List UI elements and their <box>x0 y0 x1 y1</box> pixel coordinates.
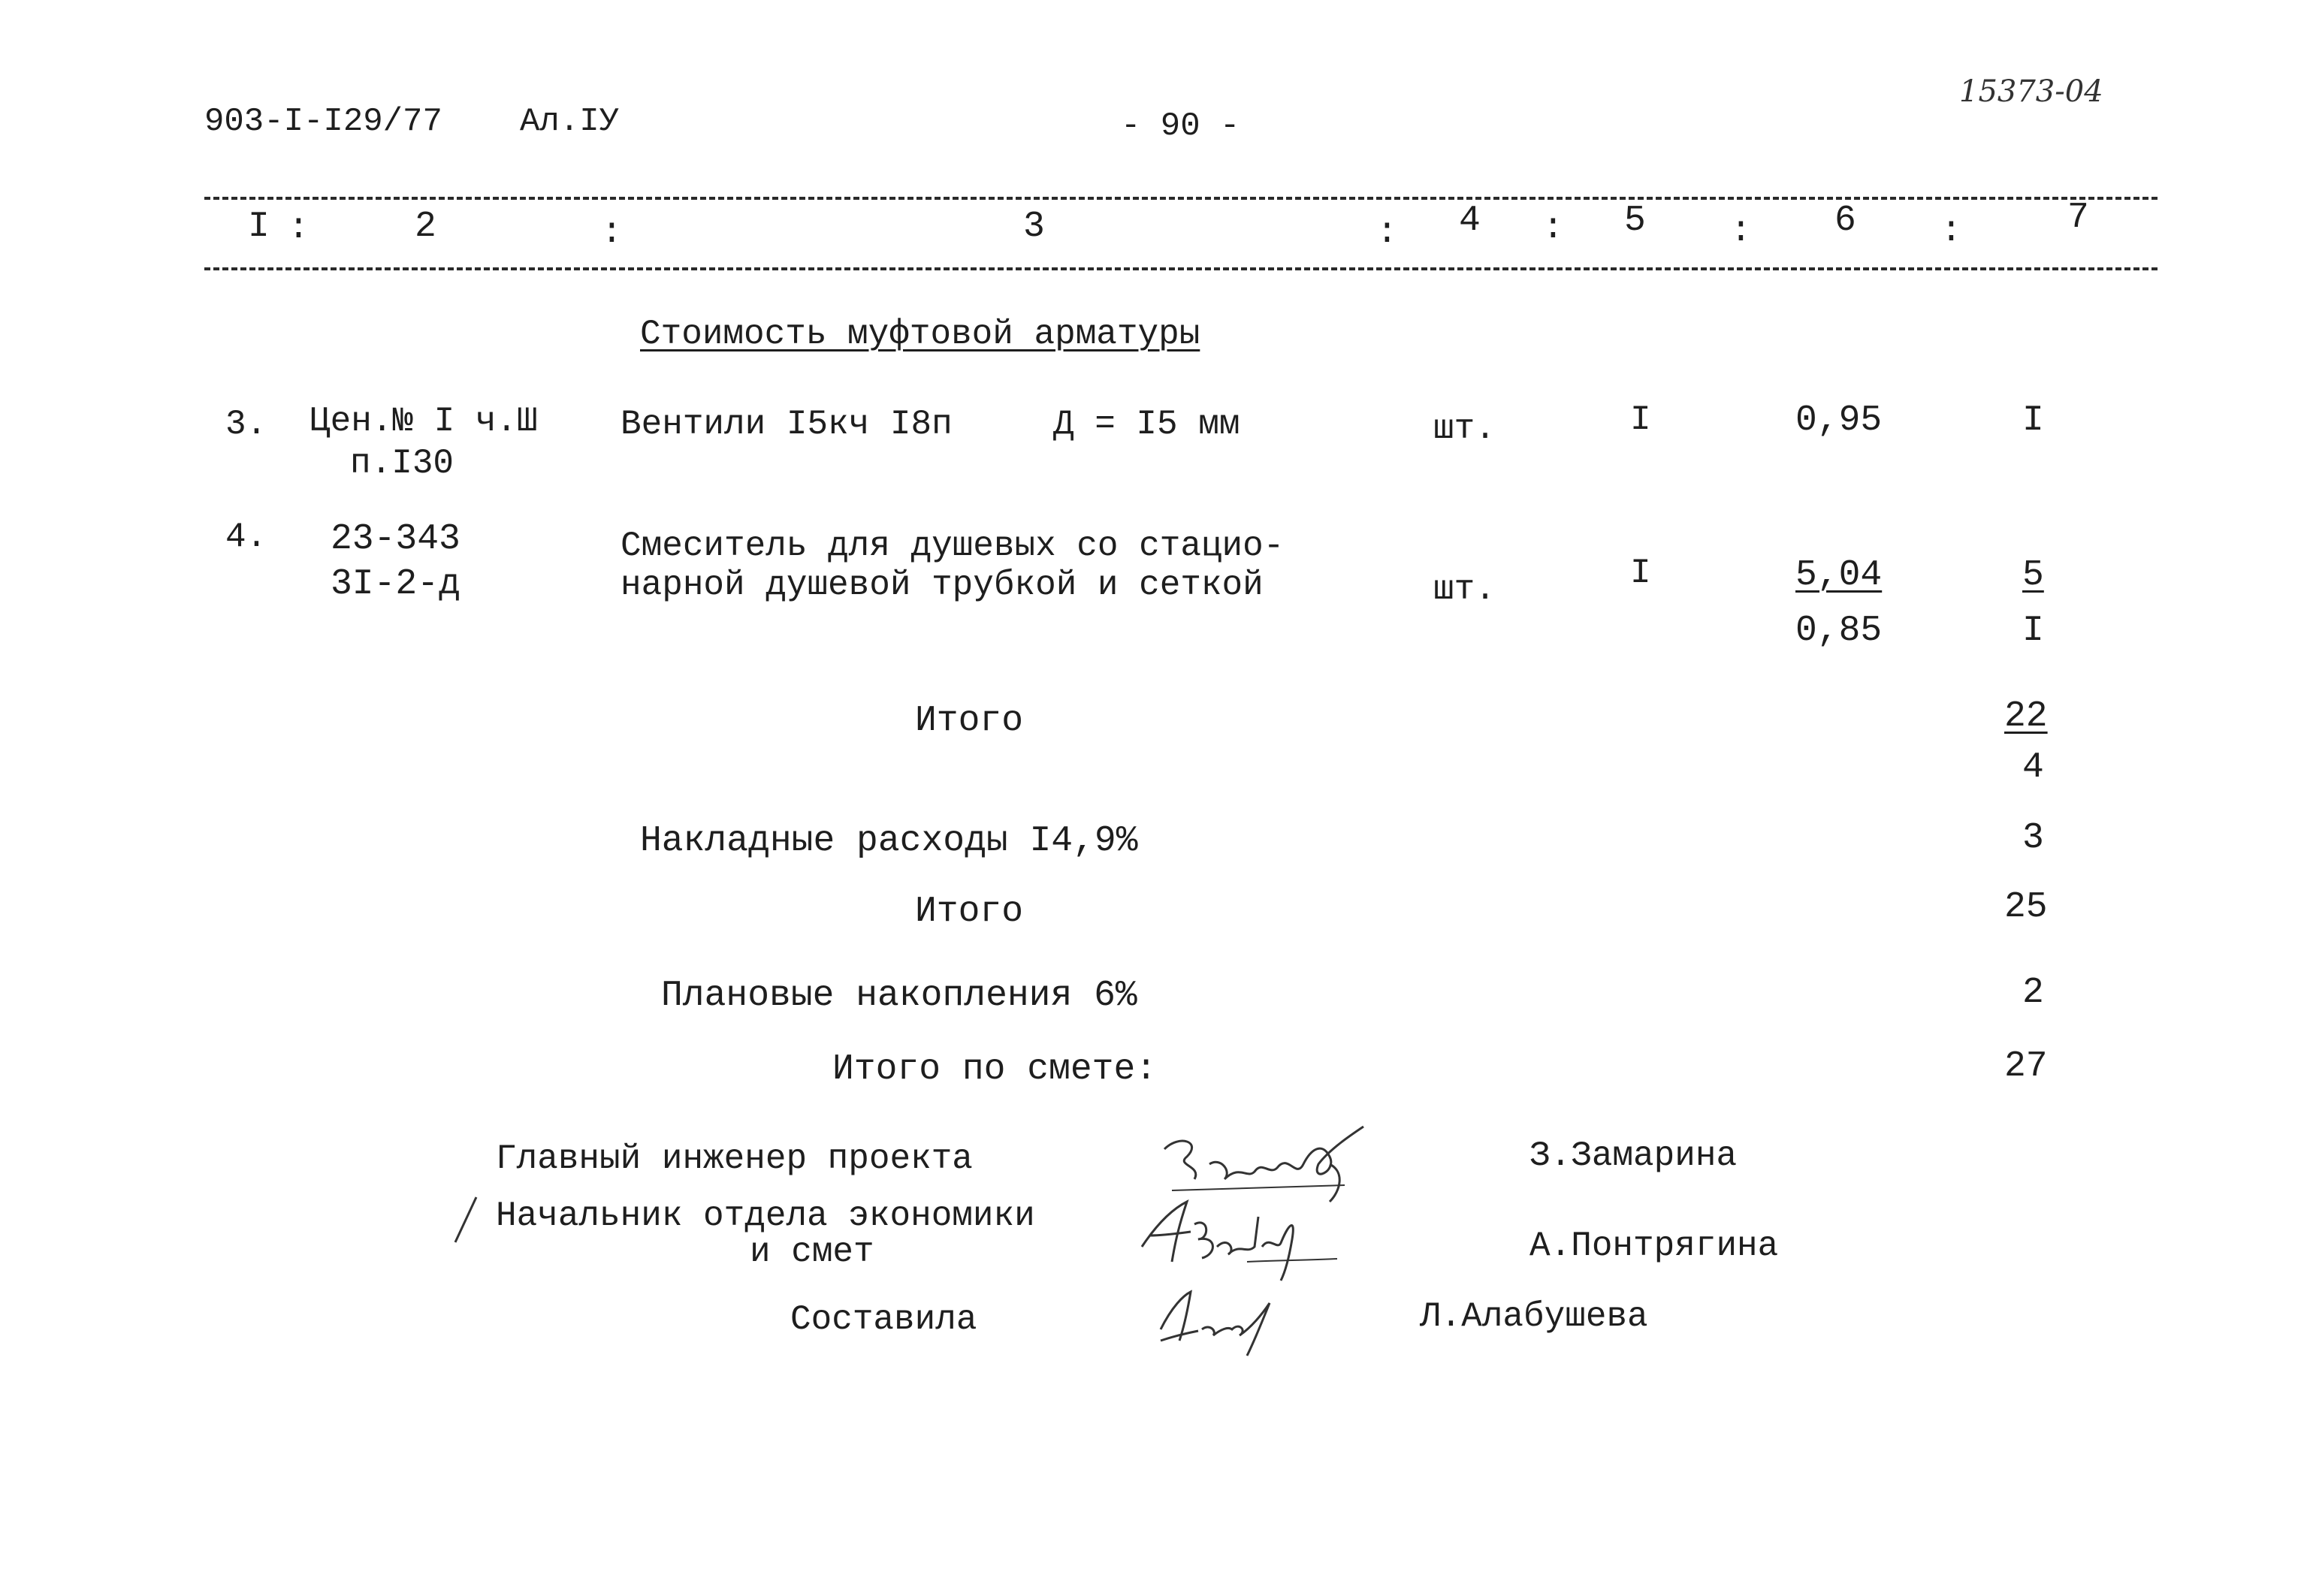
economics-head-title-line1: Начальник отдела экономики <box>496 1196 1035 1235</box>
row-unit: шт. <box>1433 409 1496 448</box>
header-rule-top <box>204 197 2158 200</box>
col-header-5: 5 <box>1624 201 1646 241</box>
economics-head-signature <box>1134 1194 1345 1284</box>
row-total-bottom: I <box>2022 611 2044 651</box>
col-separator: : <box>1542 208 1564 249</box>
row-code-line2: п.I30 <box>350 444 454 483</box>
col-separator: : <box>1376 213 1398 253</box>
col-separator: : <box>1730 211 1752 252</box>
economics-head-name: А.Понтрягина <box>1529 1226 1779 1266</box>
compiler-title: Составила <box>790 1300 977 1339</box>
col-header-6: 6 <box>1834 201 1856 241</box>
overhead-label: Накладные расходы I4,9% <box>640 821 1138 861</box>
row-quantity: I <box>1630 400 1651 439</box>
planned-value: 2 <box>2022 973 2044 1013</box>
subtotal-label: Итого <box>915 701 1024 741</box>
grand-total-label: Итого по смете: <box>832 1049 1158 1090</box>
sheet-label: Ал.IУ <box>520 103 620 140</box>
subtotal-bottom: 4 <box>2022 747 2044 788</box>
overhead-value: 3 <box>2022 818 2044 858</box>
row-code-line1: 23-343 <box>331 519 460 560</box>
col-header-7: 7 <box>2067 198 2089 238</box>
grand-total-value: 27 <box>2004 1046 2048 1087</box>
archive-stamp: 15373-04 <box>1959 74 2103 109</box>
col-header-4: 4 <box>1459 201 1481 241</box>
row-number: 4. <box>225 517 267 557</box>
row-price-top: 5,04 <box>1795 555 1883 596</box>
row-code-line2: 3I-2-д <box>331 564 460 605</box>
row-total-top: 5 <box>2022 555 2044 596</box>
row-diameter: Д = I5 мм <box>1053 405 1240 444</box>
col-separator: : <box>288 208 310 249</box>
row-total: I <box>2022 400 2044 441</box>
compiler-name: Л.Алабушева <box>1420 1297 1648 1336</box>
header-rule-bottom <box>204 267 2158 270</box>
page-number: - 90 - <box>1121 107 1240 145</box>
row-name-line2: нарной душевой трубкой и сеткой <box>621 566 1264 605</box>
subtotal2-label: Итого <box>915 892 1024 932</box>
compiler-signature <box>1149 1277 1285 1359</box>
row-name: Вентили I5кч I8п <box>621 405 953 444</box>
row-number: 3. <box>225 405 267 444</box>
row-code-line1: Цен.№ I ч.Ш <box>310 402 538 441</box>
planned-label: Плановые накопления 6% <box>661 976 1137 1016</box>
row-price-bottom: 0,85 <box>1795 611 1883 651</box>
col-header-3: 3 <box>1023 207 1045 247</box>
chief-engineer-title: Главный инженер проекта <box>496 1139 973 1178</box>
row-name-line1: Смеситель для душевых со стацио- <box>621 526 1285 566</box>
col-separator: : <box>1940 211 1962 252</box>
section-title: Стоимость муфтовой арматуры <box>640 315 1200 354</box>
subtotal-top: 22 <box>2004 696 2048 737</box>
slash-mark <box>451 1194 481 1247</box>
chief-engineer-name: З.Замарина <box>1529 1136 1738 1175</box>
subtotal2-value: 25 <box>2004 887 2048 928</box>
economics-head-title-line2: и смет <box>750 1232 874 1272</box>
col-header-2: 2 <box>415 207 436 247</box>
row-unit: шт. <box>1433 570 1496 609</box>
row-quantity: I <box>1630 554 1651 593</box>
col-header-1: I <box>248 207 270 247</box>
col-separator: : <box>601 213 623 253</box>
document-code: 903-I-I29/77 <box>204 103 442 140</box>
row-price: 0,95 <box>1795 400 1883 441</box>
